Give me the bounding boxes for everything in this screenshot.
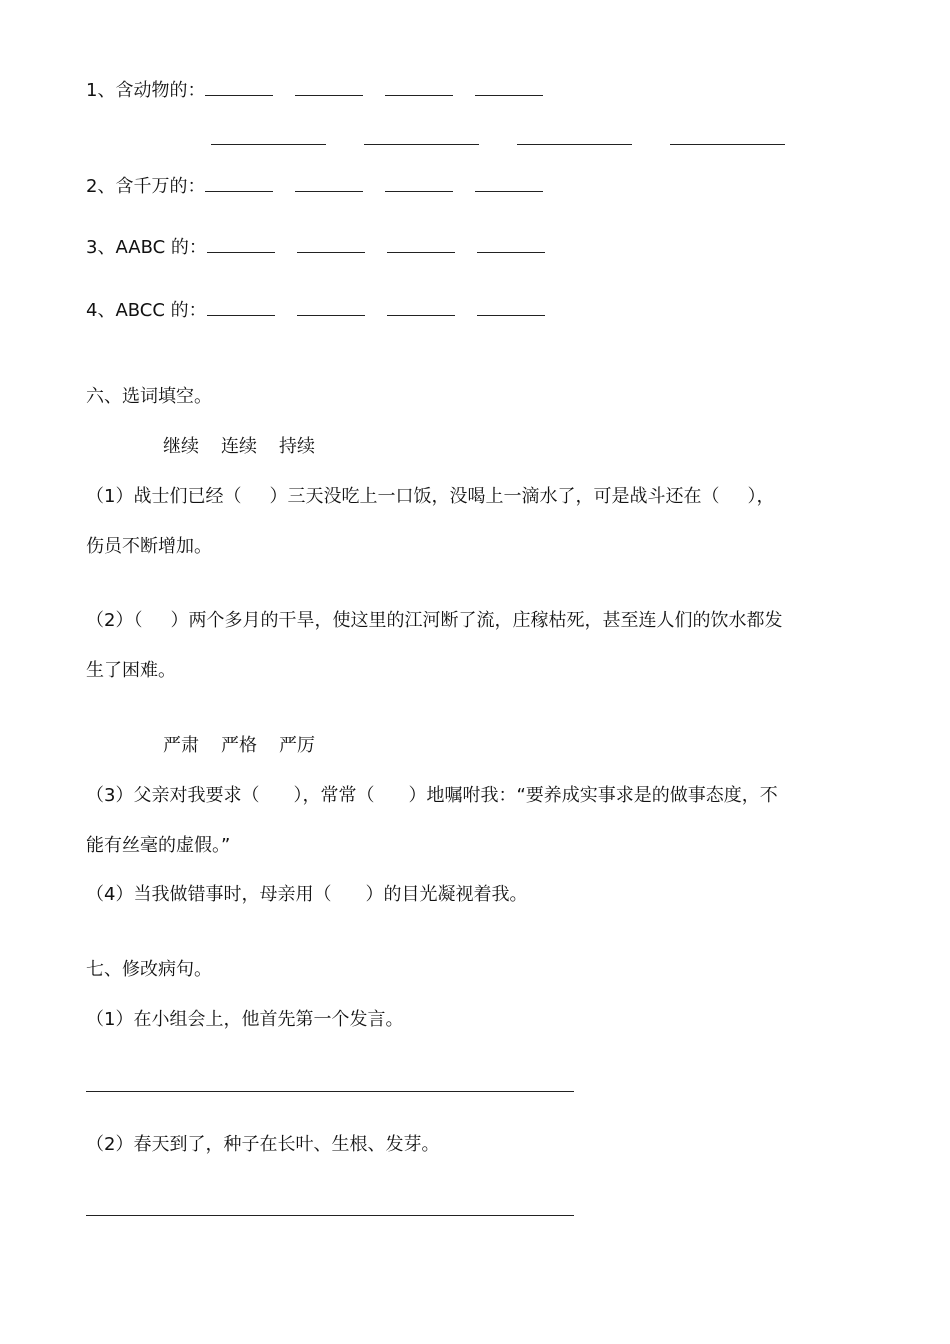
sentence-2-cont: 生了困难。 bbox=[86, 660, 176, 681]
sentence-text: ）的目光凝视着我。 bbox=[365, 884, 528, 905]
sentence-text: ）地嘱咐我：“要养成实事求是的做事态度，不 bbox=[408, 785, 778, 806]
sentence-text: ）， bbox=[747, 486, 775, 507]
sentence-3-cont: 能有丝毫的虚假。” bbox=[86, 835, 231, 856]
answer-blank[interactable] bbox=[475, 77, 543, 96]
answer-blank[interactable] bbox=[475, 173, 543, 192]
answer-blank[interactable] bbox=[295, 173, 363, 192]
answer-blank[interactable] bbox=[670, 126, 785, 145]
answer-blank[interactable] bbox=[364, 126, 479, 145]
section7-title: 七、修改病句。 bbox=[86, 959, 212, 980]
answer-blank[interactable] bbox=[387, 234, 455, 253]
word-option: 严肃 bbox=[163, 735, 199, 756]
q1-label: 1、含动物的： bbox=[86, 80, 206, 101]
answer-blank[interactable] bbox=[211, 126, 326, 145]
answer-line-2[interactable] bbox=[86, 1215, 574, 1216]
sentence-text: （2）（ bbox=[86, 610, 143, 631]
section6-title: 六、选词填空。 bbox=[86, 386, 212, 407]
word-option: 继续 bbox=[163, 436, 199, 457]
word-options-1 bbox=[163, 435, 337, 459]
word-option: 严厉 bbox=[279, 735, 315, 756]
q1-row bbox=[86, 77, 565, 103]
word-options-2 bbox=[163, 734, 337, 758]
sentence-fix-1: （1）在小组会上，他首先第一个发言。 bbox=[86, 1009, 404, 1030]
q3-label: 3、AABC 的： bbox=[86, 237, 207, 258]
answer-blank[interactable] bbox=[385, 173, 453, 192]
word-option: 连续 bbox=[221, 436, 257, 457]
answer-blank[interactable] bbox=[207, 297, 275, 316]
sentence-3 bbox=[86, 784, 778, 808]
word-option: 持续 bbox=[279, 436, 315, 457]
sentence-4 bbox=[86, 883, 527, 907]
q1-row-2 bbox=[211, 126, 785, 152]
answer-blank[interactable] bbox=[205, 173, 273, 192]
answer-blank[interactable] bbox=[295, 77, 363, 96]
sentence-1 bbox=[86, 485, 774, 509]
answer-blank[interactable] bbox=[477, 234, 545, 253]
q4-row bbox=[86, 297, 567, 323]
answer-blank[interactable] bbox=[297, 297, 365, 316]
sentence-fix-2: （2）春天到了，种子在长叶、生根、发芽。 bbox=[86, 1134, 440, 1155]
q2-row bbox=[86, 173, 565, 199]
sentence-text: ）两个多月的干旱，使这里的江河断了流，庄稼枯死，甚至连人们的饮水都发 bbox=[170, 610, 783, 631]
sentence-text: ），常常（ bbox=[293, 785, 375, 806]
answer-line-1[interactable] bbox=[86, 1091, 574, 1092]
sentence-text: （1）战士们已经（ bbox=[86, 486, 242, 507]
sentence-1-cont: 伤员不断增加。 bbox=[86, 536, 212, 557]
answer-blank[interactable] bbox=[205, 77, 273, 96]
sentence-text: （3）父亲对我要求（ bbox=[86, 785, 260, 806]
word-option: 严格 bbox=[221, 735, 257, 756]
answer-blank[interactable] bbox=[387, 297, 455, 316]
q4-label: 4、ABCC 的： bbox=[86, 300, 207, 321]
answer-blank[interactable] bbox=[477, 297, 545, 316]
answer-blank[interactable] bbox=[385, 77, 453, 96]
sentence-text: （4）当我做错事时，母亲用（ bbox=[86, 884, 332, 905]
answer-blank[interactable] bbox=[517, 126, 632, 145]
answer-blank[interactable] bbox=[207, 234, 275, 253]
sentence-2 bbox=[86, 609, 782, 633]
answer-blank[interactable] bbox=[297, 234, 365, 253]
q2-label: 2、含千万的： bbox=[86, 176, 206, 197]
sentence-text: ）三天没吃上一口饭，没喝上一滴水了，可是战斗还在（ bbox=[269, 486, 720, 507]
q3-row bbox=[86, 234, 567, 260]
